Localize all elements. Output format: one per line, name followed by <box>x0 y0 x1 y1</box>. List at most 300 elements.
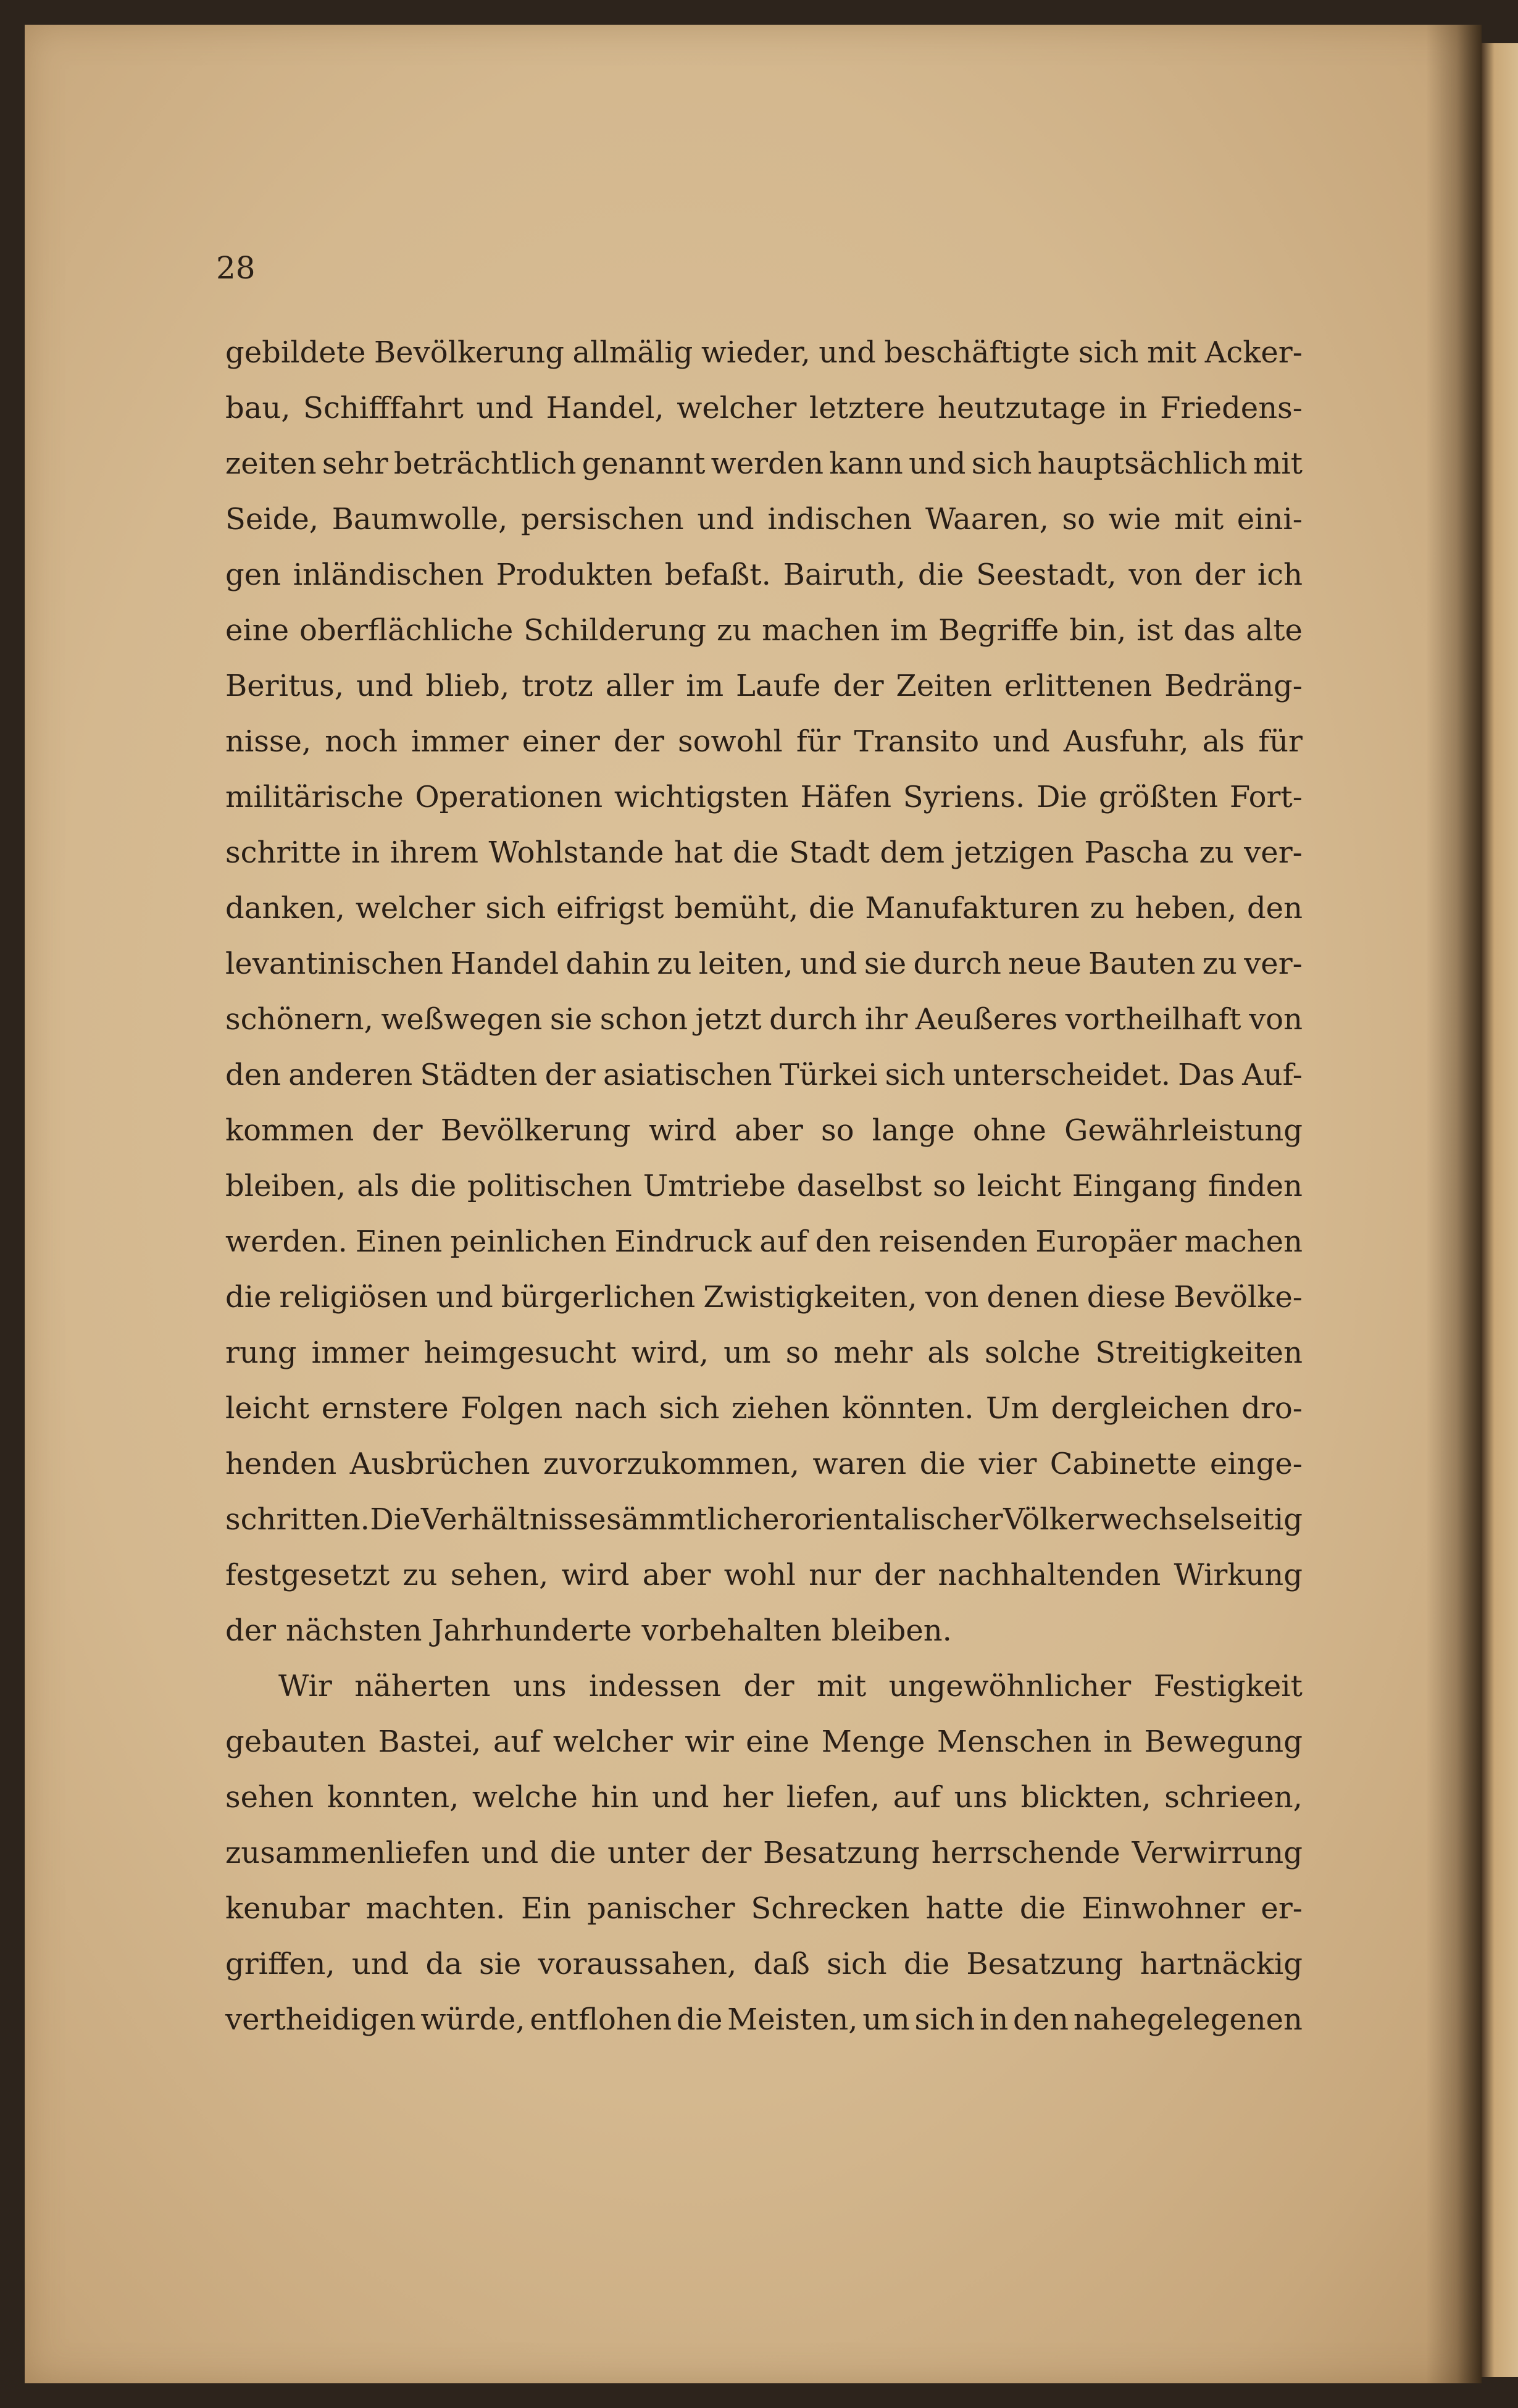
word: Laufe <box>735 669 821 703</box>
word: ohne <box>972 1113 1046 1148</box>
word: sich <box>485 891 546 926</box>
word: wieder, <box>701 335 811 370</box>
word: gebauten <box>225 1724 366 1759</box>
word: heimgesucht <box>423 1336 617 1370</box>
word: Schifffahrt <box>303 391 464 425</box>
word: ver- <box>1244 835 1303 870</box>
word: Acker- <box>1204 335 1303 370</box>
word: her <box>722 1780 774 1815</box>
word: Auf- <box>1242 1058 1303 1092</box>
word: um <box>862 2002 910 2037</box>
word: beschäftigte <box>884 335 1070 370</box>
word: Transito <box>854 724 980 759</box>
word: peinlichen <box>450 1224 607 1259</box>
word: griffen, <box>225 1947 335 1981</box>
word: uns <box>513 1669 567 1704</box>
word: nach <box>574 1391 648 1426</box>
word: zuvorzukommen, <box>543 1447 799 1481</box>
book-gutter-shadow <box>1426 25 1482 2383</box>
word: durch <box>769 1002 857 1037</box>
word: sowohl <box>677 724 783 759</box>
word: Bedräng- <box>1164 669 1303 703</box>
word: hatte <box>925 1891 1004 1926</box>
word: Verwirrung <box>1132 1836 1303 1870</box>
word: Zwistigkeiten, <box>703 1280 917 1315</box>
word: sehen, <box>450 1558 549 1592</box>
word: Bevölkerung <box>373 335 564 370</box>
word: Waaren, <box>925 502 1049 537</box>
word: schritte <box>225 835 341 870</box>
word: asiatischen <box>603 1058 772 1092</box>
text-line <box>225 1868 1303 1926</box>
word: auf <box>893 1780 941 1815</box>
word: kann <box>829 446 903 481</box>
word: beträchtlich <box>393 446 577 481</box>
word: orientalischer <box>793 1502 1003 1537</box>
word: ist <box>1136 613 1174 648</box>
word: bleiben. <box>831 1613 952 1648</box>
word: Streitigkeiten <box>1095 1336 1303 1370</box>
word: jetzigen <box>954 835 1074 870</box>
text-line <box>225 1534 1303 1590</box>
word: jetzt <box>695 1002 762 1037</box>
word: durch <box>913 947 1001 981</box>
word: ziehen <box>731 1391 830 1426</box>
word: Besatzung <box>762 1836 920 1870</box>
word: von <box>1249 1002 1303 1037</box>
word: die <box>919 1447 966 1481</box>
word: Handel, <box>546 391 664 425</box>
word: als <box>927 1336 970 1370</box>
word: könnten. <box>841 1391 974 1426</box>
word: eine <box>225 613 290 648</box>
word: anderen <box>288 1058 413 1092</box>
word: der <box>833 669 884 703</box>
word: zeiten <box>225 446 317 481</box>
text-line <box>225 1034 1303 1090</box>
word: er- <box>1261 1891 1303 1926</box>
text-line <box>225 1368 1303 1426</box>
text-line <box>225 1145 1303 1201</box>
word: Zeiten <box>896 669 993 703</box>
word: Operationen <box>415 780 603 814</box>
word: lange <box>872 1113 955 1148</box>
word: Schilderung <box>523 613 707 648</box>
word: sich <box>1078 335 1139 370</box>
word: Friedens- <box>1160 391 1303 425</box>
word: Verhältnisse <box>420 1502 606 1537</box>
word: nahegelegenen <box>1073 2002 1303 2037</box>
word: als <box>1202 724 1245 759</box>
word: Umtriebe <box>643 1169 786 1203</box>
text-line <box>225 1312 1303 1368</box>
text-line <box>225 1479 1303 1537</box>
word: wie <box>1108 502 1161 537</box>
word: schritten. <box>225 1502 370 1537</box>
word: danken, <box>225 891 345 926</box>
text-line <box>225 367 1303 423</box>
text-line <box>225 1979 1303 2037</box>
word: sich <box>659 1391 720 1426</box>
word: zu <box>1202 947 1237 981</box>
word: vorbehalten <box>641 1613 822 1648</box>
word: größten <box>1098 780 1219 814</box>
word: die <box>733 835 779 870</box>
word: werden <box>711 446 824 481</box>
word: machen <box>762 613 880 648</box>
word: die <box>549 1836 596 1870</box>
word: und <box>356 669 414 703</box>
word: welcher <box>553 1724 673 1759</box>
word: leicht <box>977 1169 1061 1203</box>
word: trotz <box>522 669 593 703</box>
word: im <box>686 669 724 703</box>
word: zusammenliefen <box>225 1836 470 1870</box>
word: welche <box>472 1780 578 1815</box>
word: zu <box>717 613 752 648</box>
word: Bastei, <box>378 1724 482 1759</box>
word: ungewöhnlicher <box>888 1669 1132 1704</box>
word: Aeußeres <box>915 1002 1058 1037</box>
word: sich <box>885 1058 946 1092</box>
word: die <box>225 1280 272 1315</box>
word: allmälig <box>572 335 693 370</box>
word: wird, <box>631 1336 709 1370</box>
word: alte <box>1246 613 1303 648</box>
text-line <box>225 1757 1303 1815</box>
word: Fort- <box>1229 780 1303 814</box>
word: wird <box>561 1558 630 1592</box>
word: aller <box>605 669 674 703</box>
word: der <box>544 1058 596 1092</box>
word: hartnäckig <box>1140 1947 1303 1981</box>
word: und <box>908 446 966 481</box>
word: Die <box>370 1502 421 1537</box>
word: für <box>1258 724 1303 759</box>
word: Seide, <box>225 502 319 537</box>
word: und <box>799 947 857 981</box>
word: sie <box>478 1947 522 1981</box>
word: neue <box>1008 947 1082 981</box>
word: Wohlstande <box>488 835 664 870</box>
text-line <box>225 590 1303 648</box>
word: so <box>785 1336 819 1370</box>
word: machten. <box>365 1891 506 1926</box>
word: Bauten <box>1088 947 1196 981</box>
word: Eingang <box>1072 1169 1197 1203</box>
body-text <box>225 312 1303 2037</box>
word: mit <box>817 1669 867 1704</box>
word: dem <box>880 835 945 870</box>
word: Die <box>1036 780 1088 814</box>
word: in <box>351 835 380 870</box>
text-line <box>225 979 1303 1037</box>
word: würde, <box>420 2002 525 2037</box>
word: aber <box>735 1113 803 1148</box>
word: daselbst <box>796 1169 922 1203</box>
word: eini- <box>1237 502 1303 537</box>
word: mehr <box>833 1336 913 1370</box>
word: dahin <box>565 947 650 981</box>
word: den <box>225 1058 281 1092</box>
word: befaßt. <box>664 558 771 592</box>
word: Einwohner <box>1082 1891 1245 1926</box>
word: einge- <box>1209 1447 1303 1481</box>
text-line <box>225 1256 1303 1315</box>
word: Um <box>986 1391 1040 1426</box>
word: Seestadt, <box>976 558 1117 592</box>
text-line <box>225 867 1303 926</box>
next-page-edge <box>1482 43 1518 2377</box>
text-line <box>225 534 1303 590</box>
word: Bairuth, <box>783 558 906 592</box>
word: Ausbrüchen <box>349 1447 530 1481</box>
word: auf <box>759 1224 807 1259</box>
word: nur <box>809 1558 861 1592</box>
word: indischen <box>767 502 912 537</box>
word: wir <box>685 1724 734 1759</box>
word: nächsten <box>285 1613 422 1648</box>
word: welcher <box>355 891 475 926</box>
word: eine <box>746 1724 810 1759</box>
word: Cabinette <box>1049 1447 1197 1481</box>
word: Stadt <box>789 835 870 870</box>
word: ich <box>1257 558 1303 592</box>
word: Ein <box>521 1891 572 1926</box>
word: kommen <box>225 1113 354 1148</box>
word: mit <box>1174 502 1224 537</box>
word: im <box>890 613 928 648</box>
text-line <box>225 1645 1303 1704</box>
word: blickten, <box>1020 1780 1151 1815</box>
word: blieb, <box>425 669 510 703</box>
word: persischen <box>520 502 684 537</box>
word: militärische <box>225 780 404 814</box>
word: sich <box>914 2002 975 2037</box>
word: Menge <box>821 1724 925 1759</box>
word: liefen, <box>786 1780 880 1815</box>
word: und <box>652 1780 709 1815</box>
word: sehr <box>322 446 388 481</box>
text-line <box>225 1923 1303 1979</box>
word: Europäer <box>1035 1224 1177 1259</box>
word: Städten <box>420 1058 538 1092</box>
word: Bevölkerung <box>440 1113 631 1148</box>
text-line <box>225 1423 1303 1479</box>
word: als <box>357 1169 399 1203</box>
word: Bevölke- <box>1174 1280 1303 1315</box>
word: Schrecken <box>751 1891 910 1926</box>
word: kenubar <box>225 1891 350 1926</box>
word: so <box>1062 502 1095 537</box>
word: die <box>410 1169 457 1203</box>
word: uns <box>954 1780 1007 1815</box>
word: wechselseitig <box>1099 1502 1303 1537</box>
word: heutzutage <box>937 391 1106 425</box>
word: immer <box>411 724 509 759</box>
word: ihrem <box>390 835 479 870</box>
word: waren <box>812 1447 907 1481</box>
word: sich <box>971 446 1032 481</box>
word: Häfen <box>800 780 891 814</box>
word: wohl <box>724 1558 796 1592</box>
word: levantinischen <box>225 947 444 981</box>
word: und <box>819 335 876 370</box>
word: werden. <box>225 1224 348 1259</box>
word: der <box>372 1113 423 1148</box>
word: Bewegung <box>1144 1724 1303 1759</box>
word: welcher <box>677 391 797 425</box>
word: den <box>815 1224 871 1259</box>
text-line <box>225 756 1303 812</box>
word: Völker <box>1003 1502 1099 1537</box>
word: auf <box>493 1724 541 1759</box>
word: Folgen <box>461 1391 563 1426</box>
word: dro- <box>1241 1391 1303 1426</box>
word: aber <box>642 1558 711 1592</box>
word: noch <box>325 724 398 759</box>
word: den <box>1013 2002 1069 2037</box>
word: nachhaltenden <box>938 1558 1161 1592</box>
word: oberflächliche <box>299 613 514 648</box>
text-line <box>225 701 1303 759</box>
word: voraussahen, <box>538 1947 737 1981</box>
word: Begriffe <box>938 613 1059 648</box>
word: schon <box>599 1002 688 1037</box>
word: zu <box>657 947 692 981</box>
word: leicht <box>225 1391 310 1426</box>
word: bürgerlichen <box>501 1280 696 1315</box>
word: Pascha <box>1084 835 1190 870</box>
word: sehen <box>225 1780 314 1815</box>
word: für <box>796 724 841 759</box>
word: mit <box>1147 335 1197 370</box>
text-line <box>225 1701 1303 1757</box>
word: die <box>676 2002 723 2037</box>
word: indessen <box>589 1669 722 1704</box>
word: herrschende <box>931 1836 1120 1870</box>
word: Wir <box>278 1669 332 1704</box>
word: von <box>1128 558 1183 592</box>
word: Das <box>1178 1058 1235 1092</box>
word: von <box>925 1280 979 1315</box>
word: in <box>980 2002 1009 2037</box>
word: sämmtlicher <box>606 1502 794 1537</box>
word: so <box>933 1169 966 1203</box>
word: Manufakturen <box>865 891 1080 926</box>
word: henden <box>225 1447 337 1481</box>
word: und <box>351 1947 409 1981</box>
word: heben, <box>1135 891 1237 926</box>
word: daß <box>753 1947 810 1981</box>
word: in <box>1119 391 1148 425</box>
word: so <box>820 1113 854 1148</box>
word: das <box>1183 613 1236 648</box>
word: solche <box>985 1336 1081 1370</box>
word: zu <box>402 1558 438 1592</box>
word: Gewährleistung <box>1064 1113 1303 1148</box>
word: inländischen <box>293 558 484 592</box>
word: genannt <box>582 446 706 481</box>
text-line <box>225 1201 1303 1259</box>
word: schönern, <box>225 1002 373 1037</box>
word: mit <box>1253 446 1303 481</box>
word: ver- <box>1244 947 1303 981</box>
word: gen <box>225 558 281 592</box>
word: unter <box>607 1836 690 1870</box>
word: konnten, <box>327 1780 459 1815</box>
word: bemüht, <box>674 891 799 926</box>
word: da <box>425 1947 462 1981</box>
word: politischen <box>467 1169 632 1203</box>
word: der <box>743 1669 794 1704</box>
word: schrieen, <box>1164 1780 1303 1815</box>
word: der <box>701 1836 752 1870</box>
text-line <box>225 923 1303 979</box>
page-number: 28 <box>216 250 256 286</box>
word: die <box>917 558 964 592</box>
word: Beritus, <box>225 669 344 703</box>
word: und <box>476 391 533 425</box>
word: Jahrhunderte <box>432 1613 632 1648</box>
word: denen <box>986 1280 1079 1315</box>
word: reisenden <box>878 1224 1028 1259</box>
word: und <box>697 502 754 537</box>
word: Menschen <box>936 1724 1092 1759</box>
text-line <box>225 479 1303 537</box>
word: religiösen <box>279 1280 428 1315</box>
word: näherten <box>354 1669 491 1704</box>
word: zu <box>1090 891 1125 926</box>
word: die <box>809 891 855 926</box>
word: vertheidigen <box>225 2002 416 2037</box>
word: hin <box>591 1780 639 1815</box>
word: der <box>874 1558 925 1592</box>
word: hauptsächlich <box>1037 446 1248 481</box>
word: ihr <box>865 1002 908 1037</box>
word: Türkei <box>779 1058 878 1092</box>
word: rung <box>225 1336 297 1370</box>
word: Baumwolle, <box>332 502 508 537</box>
text-line <box>225 312 1303 370</box>
text-line <box>225 1090 1303 1148</box>
word: in <box>1103 1724 1132 1759</box>
word: wichtigsten <box>614 780 789 814</box>
word: und <box>993 724 1050 759</box>
word: und <box>481 1836 539 1870</box>
word: die <box>903 1947 950 1981</box>
word: Produkten <box>496 558 653 592</box>
word: sie <box>549 1002 593 1037</box>
text-line <box>225 645 1303 701</box>
word: wird <box>648 1113 717 1148</box>
word: unterscheidet. <box>953 1058 1170 1092</box>
text-line <box>225 1590 1303 1648</box>
word: zu <box>1199 835 1234 870</box>
word: gebildete <box>225 335 366 370</box>
word: Syriens. <box>903 780 1025 814</box>
word: erlittenen <box>1004 669 1153 703</box>
word: dergleichen <box>1051 1391 1230 1426</box>
word: panischer <box>587 1891 735 1926</box>
word: vortheilhaft <box>1065 1002 1241 1037</box>
word: Ausfuhr, <box>1063 724 1189 759</box>
word: bin, <box>1069 613 1127 648</box>
word: ernstere <box>321 1391 449 1426</box>
word: festgesetzt <box>225 1558 390 1592</box>
text-line <box>225 423 1303 479</box>
word: Handel <box>450 947 559 981</box>
